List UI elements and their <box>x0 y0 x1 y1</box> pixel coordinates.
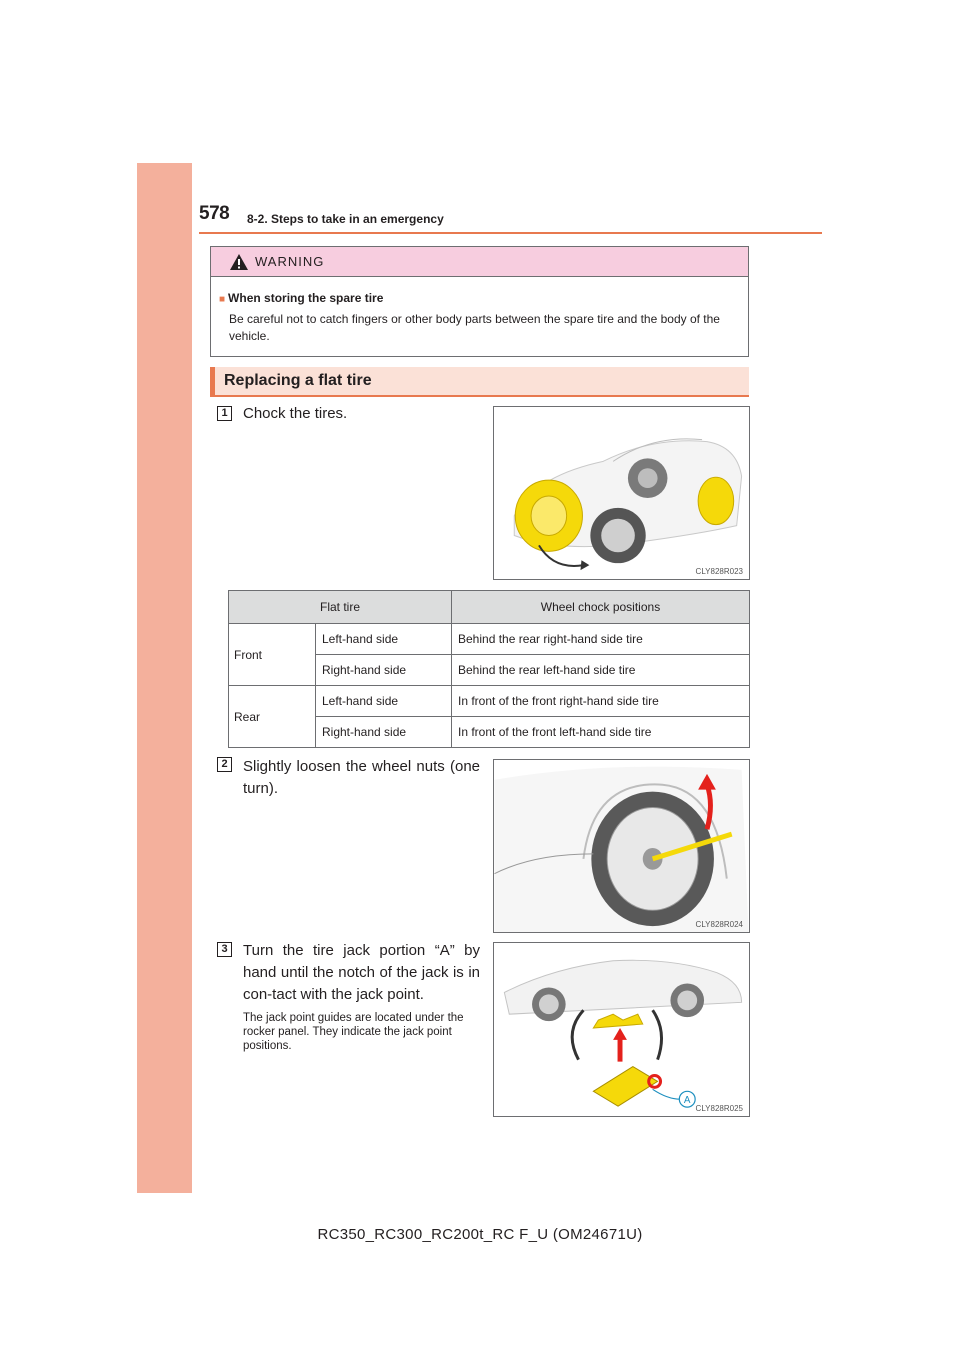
table-cell-position: Behind the rear right-hand side tire <box>452 624 750 655</box>
warning-box <box>210 246 749 357</box>
step-number-2: 2 <box>217 757 232 772</box>
step-2-text: Slightly loosen the wheel nuts (one turn). <box>243 758 480 797</box>
chapter-sidebar-tab <box>137 163 192 1193</box>
table-cell-position: In front of the front right-hand side tire <box>452 686 750 717</box>
section-title: Replacing a flat tire <box>224 372 372 389</box>
footer-model-code: RC350_RC300_RC200t_RC F_U (OM24671U) <box>317 1226 643 1243</box>
table-group-label: Rear <box>229 686 316 748</box>
warning-subheading: ■ When storing the spare tire <box>219 291 384 305</box>
table-cell-position: Behind the rear left-hand side tire <box>452 655 750 686</box>
figure-loosen-nuts <box>493 759 750 933</box>
page-number: 578 <box>199 203 230 224</box>
table-cell-position: In front of the front left-hand side tire <box>452 717 750 748</box>
warning-triangle-icon <box>229 253 249 271</box>
figure-chock-tires <box>493 406 750 580</box>
step-number-1: 1 <box>217 406 232 421</box>
table-row <box>229 624 750 655</box>
warning-title: WARNING <box>255 254 325 269</box>
step-3-text: Turn the tire jack portion “A” by hand until the notch of the jack is in con-tact with the jack point. <box>243 942 480 1003</box>
square-bullet-icon: ■ <box>219 294 226 305</box>
figure-code: CLY828R024 <box>695 920 743 929</box>
jack-illustration <box>494 943 749 1116</box>
section-title-bar <box>210 367 215 395</box>
step-number-3: 3 <box>217 942 232 957</box>
warning-body: Be careful not to catch fingers or other body parts between the spare tire and the body of the vehicle. <box>229 312 720 343</box>
section-heading: 8-2. Steps to take in an emergency <box>247 212 444 226</box>
wheel-wrench-illustration <box>494 760 749 932</box>
step-1-text: Chock the tires. <box>243 405 348 422</box>
table-row <box>229 686 750 717</box>
table-cell-side: Left-hand side <box>316 624 452 655</box>
step-3-note: The jack point guides are located under the rocker panel. They indicate the jack point positions. <box>243 1012 464 1052</box>
wheel-chock-table <box>228 590 750 748</box>
header-rule <box>199 232 822 234</box>
section-title-band <box>210 367 749 397</box>
car-chock-illustration <box>494 407 749 579</box>
table-cell-side: Right-hand side <box>316 655 452 686</box>
figure-jack-point <box>493 942 750 1117</box>
table-group-label: Front <box>229 624 316 686</box>
figure-code: CLY828R023 <box>695 567 743 576</box>
table-cell-side: Right-hand side <box>316 717 452 748</box>
table-header-chock-positions: Wheel chock positions <box>452 591 750 624</box>
warning-header <box>211 247 748 277</box>
table-header-flat-tire: Flat tire <box>229 591 452 624</box>
table-cell-side: Left-hand side <box>316 686 452 717</box>
callout-a-label: A <box>683 1095 691 1107</box>
figure-code: CLY828R025 <box>695 1104 743 1113</box>
